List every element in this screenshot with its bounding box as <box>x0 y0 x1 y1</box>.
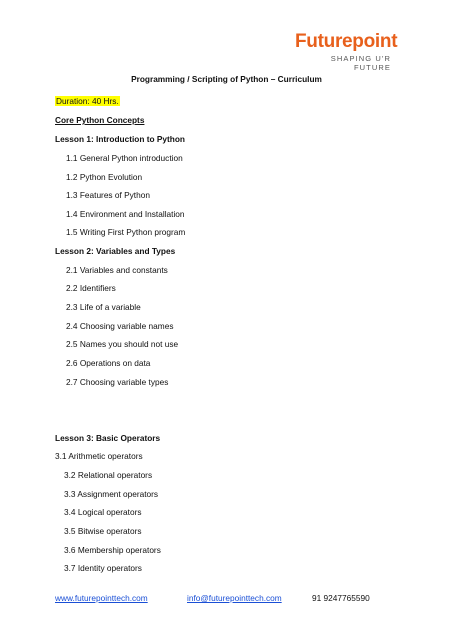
footer-phone: 91 9247765590 <box>312 593 370 603</box>
lesson-item: 3.1 Arithmetic operators <box>55 451 143 461</box>
footer-website-link[interactable]: www.futurepointtech.com <box>55 593 148 603</box>
lesson-item: 2.3 Life of a variable <box>66 302 141 312</box>
footer-email-link[interactable]: info@futurepointtech.com <box>187 593 282 603</box>
lesson-item: 1.3 Features of Python <box>66 190 150 200</box>
lesson-item: 2.1 Variables and constants <box>66 265 168 275</box>
lesson-item: 2.2 Identifiers <box>66 283 116 293</box>
lesson-item: 3.4 Logical operators <box>64 507 142 517</box>
lesson-item: 3.6 Membership operators <box>64 545 161 555</box>
lesson-item: 1.1 General Python introduction <box>66 153 183 163</box>
lesson-item: 2.5 Names you should not use <box>66 339 179 349</box>
duration-highlight: Duration: 40 Hrs. <box>56 96 119 106</box>
futurepoint-logo <box>295 31 398 72</box>
section-heading: Core Python Concepts <box>55 115 145 125</box>
logo-tagline: SHAPING U'R FUTURE <box>330 54 391 72</box>
lesson-item: 1.2 Python Evolution <box>66 172 143 182</box>
logo-name: Futurepoint <box>295 31 398 52</box>
lesson-item: 2.7 Choosing variable types <box>66 377 169 387</box>
lesson-item: 1.4 Environment and Installation <box>66 209 185 219</box>
lesson-item: 3.3 Assignment operators <box>64 489 159 499</box>
lesson-item: 2.6 Operations on data <box>66 358 151 368</box>
lesson-item: 3.7 Identity operators <box>64 563 142 573</box>
lesson-2-title: Lesson 2: Variables and Types <box>55 246 176 256</box>
lesson-item: 3.2 Relational operators <box>64 470 153 480</box>
lesson-1-title: Lesson 1: Introduction to Python <box>55 134 185 144</box>
lesson-item: 3.5 Bitwise operators <box>64 526 142 536</box>
lesson-item: 2.4 Choosing variable names <box>66 321 174 331</box>
lesson-item: 1.5 Writing First Python program <box>66 227 186 237</box>
lesson-3-title: Lesson 3: Basic Operators <box>55 433 161 443</box>
document-title: Programming / Scripting of Python – Curriculum <box>131 74 322 84</box>
